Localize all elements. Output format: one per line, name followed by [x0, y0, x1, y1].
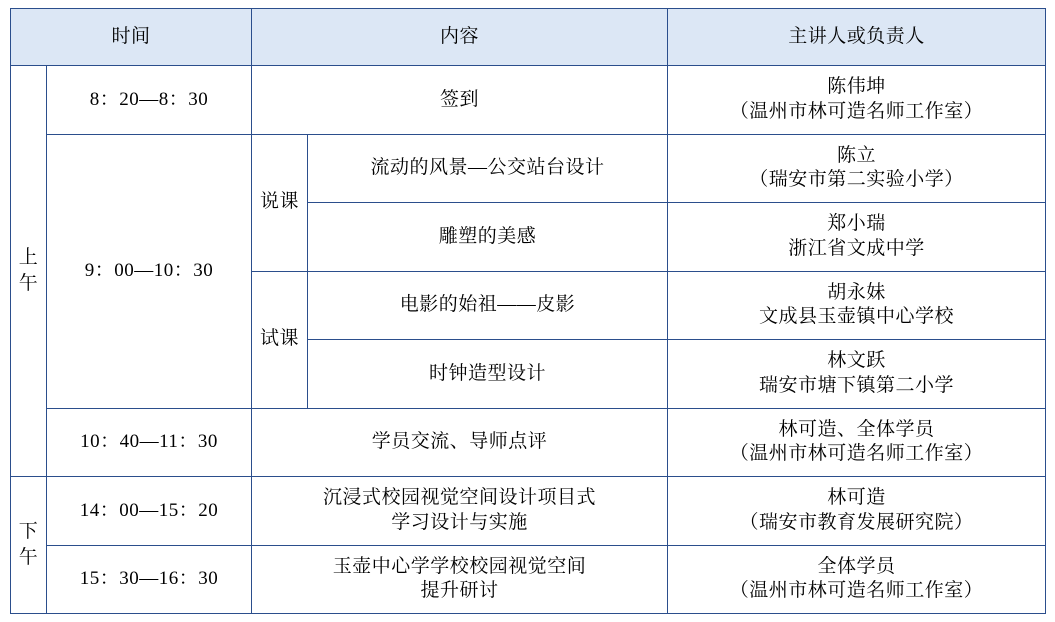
row-time: 14：00—15：20: [47, 477, 252, 546]
session-afternoon: [11, 477, 47, 614]
speaker-affiliation: （温州市林可造名师工作室）: [729, 580, 984, 602]
schedule-table: [10, 8, 1046, 614]
content-line-2: 学习设计与实施: [391, 511, 528, 533]
row-time: 9：00—10：30: [47, 134, 252, 408]
table-row: [11, 66, 1046, 135]
row-speaker: [668, 66, 1046, 135]
speaker-affiliation: （瑞安市教育发展研究院）: [739, 511, 974, 533]
row-content: 时钟造型设计: [308, 340, 668, 409]
row-time: 10：40—11：30: [47, 408, 252, 477]
content-line-1: 沉浸式校园视觉空间设计项目式: [323, 487, 597, 509]
kind-trial-label: 试课: [260, 328, 300, 350]
row-speaker: [668, 477, 1046, 546]
session-morning-label: 上午: [18, 247, 39, 294]
row-content: 学员交流、导师点评: [252, 408, 668, 477]
speaker-name: 陈伟坤: [827, 76, 886, 98]
row-speaker: [668, 203, 1046, 272]
content-line-2: 提升研讨: [420, 580, 499, 602]
content-line-1: 玉壶中心学学校校园视觉空间: [332, 555, 587, 577]
kind-trial: [252, 271, 308, 408]
speaker-name: 林可造: [827, 487, 886, 509]
row-content: 雕塑的美感: [308, 203, 668, 272]
row-speaker: [668, 408, 1046, 477]
row-time: 15：30—16：30: [47, 545, 252, 614]
row-content: 电影的始祖——皮影: [308, 271, 668, 340]
speaker-affiliation: 浙江省文成中学: [788, 237, 925, 259]
row-content: 签到: [252, 66, 668, 135]
speaker-name: 胡永妹: [827, 281, 886, 303]
speaker-affiliation: 瑞安市塘下镇第二小学: [759, 374, 955, 396]
speaker-name: 全体学员: [817, 555, 896, 577]
row-content: 流动的风景—公交站台设计: [308, 134, 668, 203]
session-morning: [11, 66, 47, 477]
speaker-affiliation: （温州市林可造名师工作室）: [729, 443, 984, 465]
table-row: [11, 477, 1046, 546]
speaker-affiliation: （温州市林可造名师工作室）: [729, 100, 984, 122]
kind-speak-label: 说课: [260, 191, 300, 213]
speaker-affiliation: 文成县玉壶镇中心学校: [759, 306, 955, 328]
table-header-row: [11, 9, 1046, 66]
row-speaker: [668, 545, 1046, 614]
speaker-name: 郑小瑞: [827, 213, 886, 235]
table-row: [11, 545, 1046, 614]
row-speaker: [668, 271, 1046, 340]
row-time: 8：20—8：30: [47, 66, 252, 135]
speaker-affiliation: （瑞安市第二实验小学）: [749, 169, 964, 191]
table-row: [11, 134, 1046, 203]
header-speaker: 主讲人或负责人: [668, 9, 1046, 66]
kind-speak: [252, 134, 308, 271]
header-time: 时间: [11, 9, 252, 66]
row-content: [252, 545, 668, 614]
row-speaker: [668, 340, 1046, 409]
table-row: [11, 408, 1046, 477]
speaker-name: 林文跃: [827, 350, 886, 372]
header-content: 内容: [252, 9, 668, 66]
row-speaker: [668, 134, 1046, 203]
speaker-name: 林可造、全体学员: [778, 418, 935, 440]
row-content: [252, 477, 668, 546]
speaker-name: 陈立: [837, 144, 877, 166]
session-afternoon-label: 下午: [18, 521, 39, 568]
